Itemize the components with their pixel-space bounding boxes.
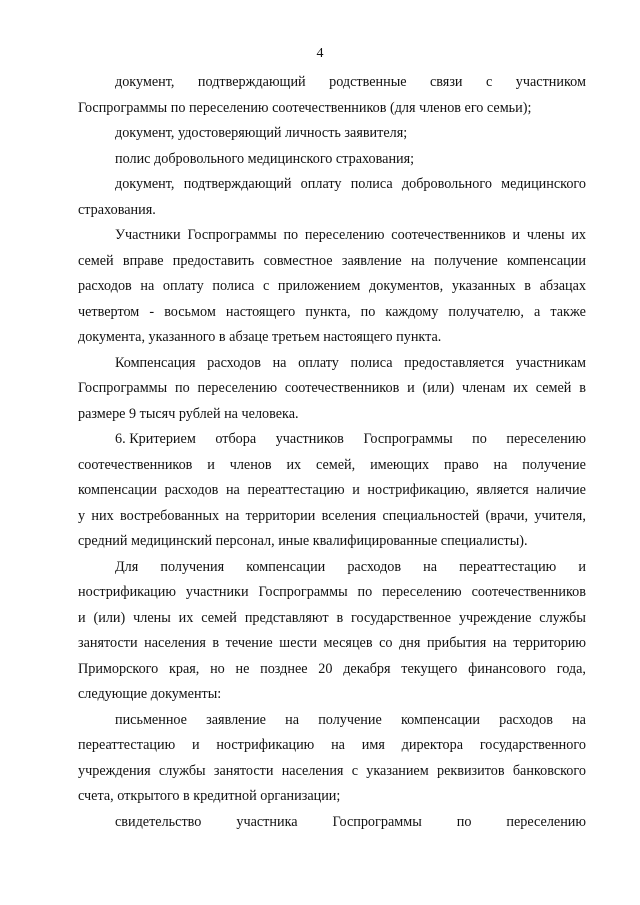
word: - <box>149 303 155 320</box>
text-line <box>78 580 586 606</box>
word: их <box>178 609 194 626</box>
word: расходов <box>347 558 402 575</box>
word: на <box>493 456 508 473</box>
word: учреждения <box>78 762 151 779</box>
word: службы <box>158 762 206 779</box>
text-line <box>78 427 586 453</box>
text-line <box>78 70 586 96</box>
word: вправе <box>122 252 164 269</box>
page-number: 4 <box>316 46 324 61</box>
word: в <box>212 635 220 651</box>
word: переселению <box>506 813 586 830</box>
word: их <box>286 456 302 473</box>
word: года, <box>556 660 586 677</box>
word: с <box>262 278 270 294</box>
word: расходов <box>207 354 261 371</box>
word: учителя, <box>534 507 586 524</box>
word: с <box>485 74 493 90</box>
word: семей <box>201 609 237 626</box>
paragraph <box>78 121 586 147</box>
word: оплату <box>298 354 339 371</box>
word: и <box>207 456 215 473</box>
word: восьмом <box>164 303 216 320</box>
word: а <box>533 303 541 320</box>
word: специальностей <box>382 507 480 524</box>
word: Госпрограммы <box>187 227 277 243</box>
word: письменное <box>115 711 187 728</box>
word: по <box>472 431 487 447</box>
word: нострификацию <box>216 737 315 753</box>
word: члены <box>133 609 171 626</box>
word: на <box>225 482 240 498</box>
word: Компенсация <box>115 354 196 371</box>
paragraph <box>78 351 586 428</box>
word: Госпрограммы <box>78 380 168 396</box>
word: документов, <box>369 278 444 294</box>
paragraph <box>78 223 586 351</box>
paragraph <box>78 147 586 173</box>
word: в <box>336 609 344 626</box>
word: абзацах <box>539 278 586 294</box>
text-line <box>78 759 586 785</box>
word: 20 <box>318 660 333 677</box>
text-line <box>78 300 586 326</box>
text-line: счета, открытого в кредитной организации; <box>78 788 341 804</box>
paragraph <box>78 70 586 121</box>
word: получение <box>434 252 498 269</box>
word: имеющих <box>370 456 430 473</box>
text-line <box>78 351 586 377</box>
word: занятости <box>213 762 274 779</box>
word: участников <box>275 431 344 447</box>
word: является <box>476 482 529 498</box>
word: члены <box>526 227 565 243</box>
text-line: следующие документы: <box>78 686 222 702</box>
word: на <box>572 711 586 728</box>
word: заявление <box>206 711 266 728</box>
word: расходов <box>499 711 553 728</box>
word: предоставляется <box>404 354 505 371</box>
word: семей <box>78 252 114 269</box>
word: компенсации <box>246 558 326 575</box>
text-line <box>78 274 586 300</box>
word: Госпрограммы <box>258 584 348 600</box>
paragraph <box>78 172 586 223</box>
word: указанных <box>451 278 516 294</box>
word: (или) <box>93 609 126 626</box>
word: Госпрограммы <box>332 813 422 830</box>
text-line <box>78 657 586 683</box>
word: по <box>360 303 376 320</box>
word: переаттестацию <box>78 737 176 753</box>
text-line: размере 9 тысяч рублей на человека. <box>78 405 299 422</box>
word: Участники <box>115 227 181 243</box>
word: позднее <box>260 660 308 677</box>
text-line <box>78 810 586 836</box>
word: и <box>578 558 586 575</box>
word: получение <box>522 456 586 473</box>
word: предоставить <box>172 252 255 269</box>
word: на <box>331 737 345 753</box>
word: нострификацию <box>78 584 176 600</box>
word: компенсации <box>78 482 158 498</box>
word: и <box>512 227 521 243</box>
word: участника <box>236 813 298 830</box>
word: расходов <box>78 278 132 294</box>
word: приложением <box>277 278 361 294</box>
word: членов <box>229 456 272 473</box>
word: переселению <box>197 380 278 396</box>
word: переаттестацию <box>459 558 557 575</box>
text-line <box>78 504 586 530</box>
word: территорию <box>513 635 586 651</box>
word: территории <box>245 507 316 524</box>
word: но <box>210 660 225 677</box>
word: полиса <box>350 176 393 192</box>
word: подтверждающий <box>197 74 306 90</box>
text-line: документа, указанного в абзаце третьем настоящего пункта. <box>78 329 442 345</box>
word: полиса <box>350 354 393 371</box>
text-line <box>78 606 586 632</box>
word: полиса <box>212 278 255 294</box>
word: прибытия <box>426 635 487 651</box>
word: (врачи, <box>485 507 529 524</box>
word: 6. Критерием <box>115 431 196 447</box>
word: соотечественников <box>284 380 400 396</box>
word: государственное <box>351 609 452 626</box>
word: на <box>492 635 507 651</box>
word: их <box>571 227 586 243</box>
word: декабря <box>343 660 391 677</box>
word: членам <box>462 380 506 396</box>
word: учреждение <box>458 609 532 626</box>
word: отбора <box>215 431 257 447</box>
text-line: Госпрограммы по переселению соотечественников (для членов его семьи); <box>78 99 532 116</box>
word: заявление <box>341 252 402 269</box>
word: родственные <box>329 74 407 90</box>
word: переаттестацию <box>247 482 345 498</box>
word: документ, <box>115 74 175 90</box>
text-line <box>78 249 586 275</box>
word: получение <box>318 711 382 728</box>
word: оплату <box>300 176 342 192</box>
paragraph <box>78 810 586 836</box>
word: их <box>513 380 528 396</box>
word: переселению <box>304 227 385 243</box>
word: государственного <box>479 737 586 753</box>
word: и <box>352 482 360 498</box>
text-line <box>78 708 586 734</box>
word: не <box>235 660 250 677</box>
word: финансового <box>468 660 547 677</box>
word: по <box>456 813 472 830</box>
word: также <box>550 303 586 320</box>
word: добровольного <box>401 176 492 192</box>
word: подтверждающий <box>183 176 292 192</box>
word: (или) <box>422 380 455 396</box>
word: текущего <box>401 660 458 677</box>
word: нострификацию, <box>367 482 469 498</box>
word: участникам <box>515 354 586 371</box>
text-line <box>78 376 586 402</box>
word: связи <box>429 74 463 90</box>
word: оплату <box>162 278 204 294</box>
word: на <box>272 354 287 371</box>
word: и <box>191 737 200 753</box>
word: дня <box>399 635 421 651</box>
word: медицинского <box>501 176 586 192</box>
word: и <box>78 609 86 626</box>
text-line <box>78 172 586 198</box>
word: четвертом <box>78 303 140 320</box>
word: края, <box>168 660 200 677</box>
text-line <box>78 555 586 581</box>
word: Госпрограммы <box>363 431 453 447</box>
text-line: страхования. <box>78 201 156 218</box>
word: Для <box>115 558 139 575</box>
word: имя <box>361 737 385 753</box>
word: представляют <box>244 609 329 626</box>
text-line <box>78 631 586 657</box>
word: на <box>410 252 425 269</box>
word: документ, <box>115 176 175 192</box>
word: компенсации <box>400 711 480 728</box>
text-line: средний медицинский персонал, иные квалифицированные специалисты). <box>78 533 528 549</box>
word: в <box>524 278 531 294</box>
word: на <box>225 507 240 524</box>
word: получателю, <box>448 303 524 320</box>
word: населения <box>281 762 344 779</box>
text-line <box>78 453 586 479</box>
text-line: полис добровольного медицинского страхования; <box>115 150 415 167</box>
text-line <box>78 223 586 249</box>
word: в <box>579 380 586 396</box>
word: шести <box>279 635 317 651</box>
word: переселению <box>506 431 586 447</box>
word: совместное <box>263 252 333 269</box>
word: получения <box>160 558 225 575</box>
word: банковского <box>512 762 586 779</box>
text-line: документ, удостоверяющий личность заявителя; <box>115 125 408 141</box>
word: службы <box>539 609 586 626</box>
word: месяцев <box>323 635 373 651</box>
word: вселения <box>321 507 377 524</box>
word: семей <box>535 380 572 396</box>
word: переселению <box>382 584 462 600</box>
word: право <box>444 456 479 473</box>
word: по <box>175 380 190 396</box>
word: расходов <box>164 482 219 498</box>
word: на <box>285 711 300 728</box>
word: занятости <box>78 635 138 651</box>
word: указанием <box>366 762 429 779</box>
word: населения <box>144 635 206 651</box>
word: свидетельство <box>115 813 202 830</box>
word: участником <box>515 74 586 90</box>
word: директора <box>401 737 464 753</box>
word: настоящего <box>225 303 296 320</box>
word: участники <box>185 584 249 600</box>
word: и <box>407 380 415 396</box>
word: течение <box>225 635 273 651</box>
word: наличие <box>536 482 586 498</box>
word: каждому <box>385 303 439 320</box>
word: по <box>357 584 373 600</box>
document-body <box>78 70 586 835</box>
word: на <box>423 558 438 575</box>
text-line <box>78 478 586 504</box>
word: компенсации <box>506 252 586 269</box>
word: них <box>91 507 114 524</box>
word: со <box>379 635 393 651</box>
word: востребованных <box>120 507 220 524</box>
paragraph <box>78 708 586 810</box>
word: соотечественников <box>471 584 586 600</box>
word: на <box>140 278 155 294</box>
word: с <box>351 762 359 779</box>
word: соотечественников <box>78 456 193 473</box>
word: реквизитов <box>436 762 505 779</box>
word: у <box>78 507 86 524</box>
paragraph <box>78 427 586 555</box>
word: по <box>283 227 299 243</box>
word: семей, <box>316 456 356 473</box>
text-line <box>78 733 586 759</box>
paragraph <box>78 555 586 708</box>
word: пункта, <box>305 303 351 320</box>
word: соотечественников <box>391 227 506 243</box>
word: Приморского <box>78 660 159 677</box>
